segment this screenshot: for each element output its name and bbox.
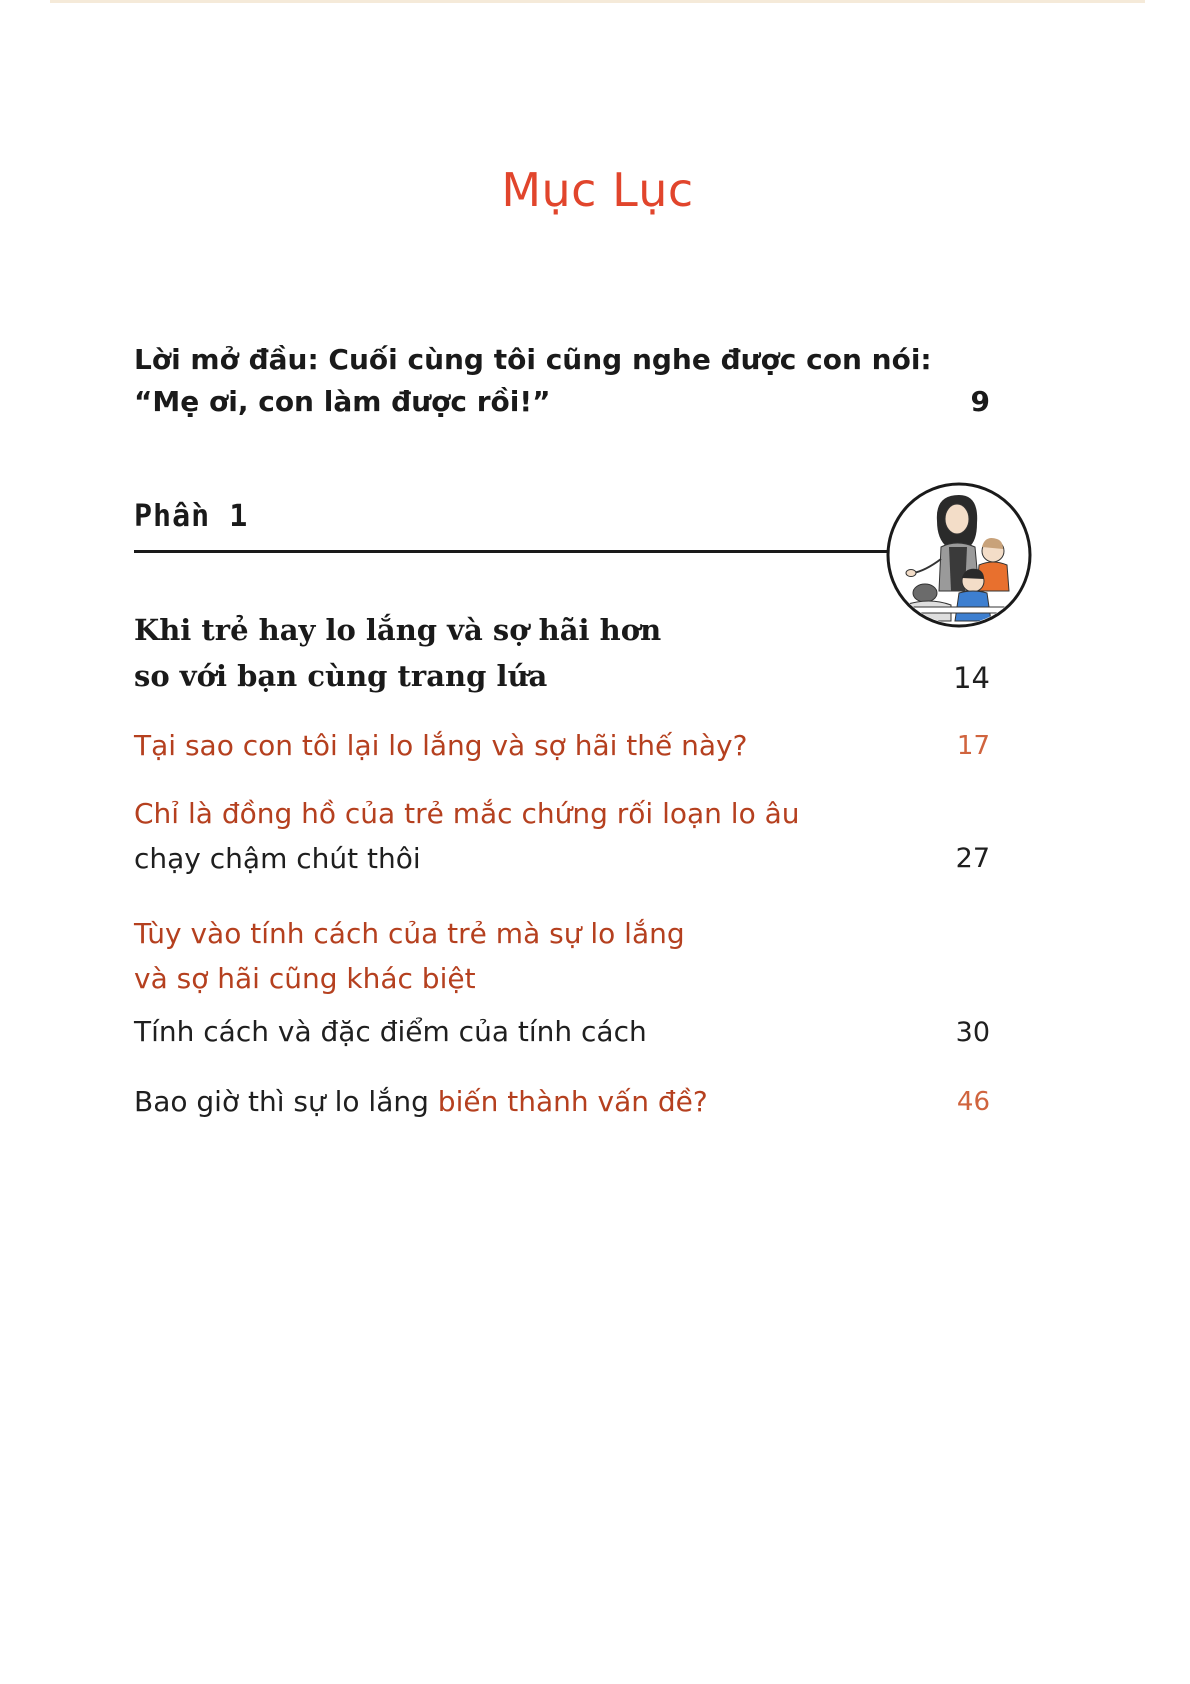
section-4-title: Tính cách và đặc điểm của tính cách — [134, 1015, 647, 1048]
part-divider — [134, 550, 934, 553]
section-3-line-2: và sợ hãi cũng khác biệt — [134, 962, 476, 995]
section-1-title: Tại sao con tôi lại lo lắng và sợ hãi thế này? — [134, 729, 748, 762]
part-heading — [134, 499, 990, 539]
page-title: Mục Lục — [501, 163, 694, 217]
section-5-title-dark: Bao giờ thì sự lo lắng — [134, 1085, 438, 1118]
chapter-page-number: 14 — [953, 661, 990, 695]
part-label: Phần 1 — [134, 499, 249, 534]
section-5-page-number: 46 — [956, 1087, 990, 1117]
chapter-line-2: so với bạn cùng trang lứa — [134, 659, 548, 693]
section-4-page-number: 30 — [955, 1017, 990, 1048]
section-2-line-1: Chỉ là đồng hồ của trẻ mắc chứng rối loạn lo âu — [134, 797, 800, 830]
intro-line-2: “Mẹ ơi, con làm được rồi!” — [134, 385, 551, 418]
section-5-title — [134, 1085, 708, 1118]
toc-entry-section-3[interactable] — [134, 917, 990, 1001]
section-5-title-red: biến thành vấn đề? — [437, 1085, 708, 1118]
section-2-line-2: chạy chậm chút thôi — [134, 842, 421, 875]
toc-entry-section-1[interactable] — [134, 729, 990, 769]
section-3-line-1: Tùy vào tính cách của trẻ mà sự lo lắng — [134, 917, 685, 950]
toc-entry-intro[interactable] — [134, 343, 990, 423]
intro-page-number: 9 — [970, 385, 990, 418]
section-1-page-number: 17 — [956, 731, 990, 761]
section-2-page-number: 27 — [955, 843, 990, 874]
chapter-line-1: Khi trẻ hay lo lắng và sợ hãi hơn — [134, 613, 662, 647]
toc-entry-section-5[interactable] — [134, 1085, 990, 1125]
part-illustration — [885, 481, 1033, 629]
intro-line-1: Lời mở đầu: Cuối cùng tôi cũng nghe được con nói: — [134, 343, 932, 376]
toc-entry-section-4[interactable] — [134, 1015, 990, 1055]
book-page — [50, 0, 1145, 1684]
toc-entry-chapter[interactable] — [134, 613, 990, 703]
toc-entry-section-2[interactable] — [134, 797, 990, 881]
